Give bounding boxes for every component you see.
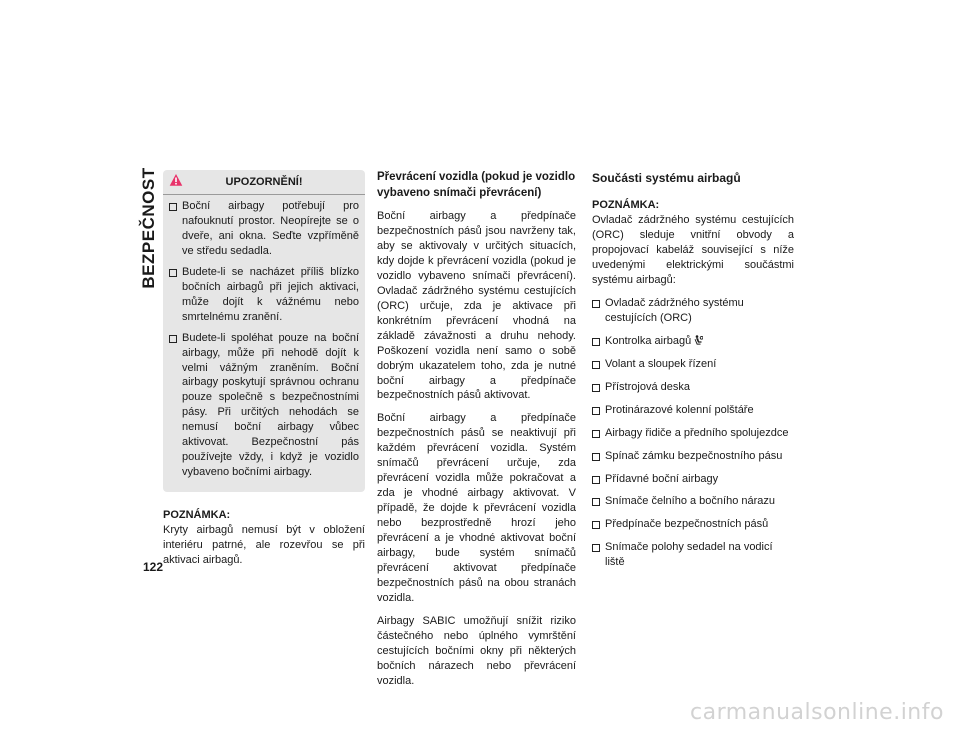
- component-item: [592, 296, 794, 326]
- checkbox-bullet-icon: [592, 453, 600, 461]
- warning-item-text: Boční airbagy potřebují pro nafouknutí prostor. Neopírejte se o dveře, ani okna. Seďte vzpříměně ve středu sedadla.: [182, 200, 359, 257]
- checkbox-bullet-icon: [169, 269, 177, 277]
- warning-item-text: Budete-li spoléhat pouze na boční airbagy, může při nehodě dojít k velmi vážným zraněním. Boční airbagy poskytují správnou ochranu pouze společně s bezpečnostními pásy. Při určitých nehodách se nemusí boční airbagy vůbec aktivovat. Bezpečnostní pás používejte vždy, i když je vozidlo vybaveno bočními airbagy.: [182, 331, 359, 479]
- component-item: [592, 334, 794, 349]
- note-heading: POZNÁMKA:: [163, 509, 231, 522]
- component-item-text: Ovladač zádržného systému cestujících (ORC): [605, 296, 744, 324]
- column-left: [163, 170, 365, 568]
- section-tab-label: BEZPEČNOST: [139, 167, 158, 289]
- component-item-text: Kontrolka airbagů: [605, 334, 692, 347]
- warning-item: [169, 199, 359, 259]
- checkbox-bullet-icon: [592, 544, 600, 552]
- warning-triangle-icon: [169, 173, 183, 187]
- component-item-text: Spínač zámku bezpečnostního pásu: [605, 449, 783, 462]
- component-item-text: Volant a sloupek řízení: [605, 357, 717, 370]
- component-item: [592, 517, 794, 532]
- components-note-text: Ovladač zádržného systému cestujících (ORC) sleduje vnitřní obvody a propojovací kabeláž související s níže uvedenými elektrickými součástmi systému airbagů:: [592, 214, 794, 286]
- component-item-text: Přídavné boční airbagy: [605, 472, 719, 485]
- rollover-paragraph: Boční airbagy a předpínače bezpečnostních pásů se neaktivují při každém převrácení vozidla. Systém snímačů převrácení určuje, zda převrácení vozidla může pokračovat a zda je vhodné airbagy aktivovat. V případě, že dojde k převrácení vozidla nebo bezprostředně hrozí jeho převrácení a je vhodné aktivovat boční airbagy, bude systém snímačů převrácení aktivovat předpínače bezpečnostních pásů na obou stranách vozidla.: [377, 412, 576, 604]
- component-item-text: Snímače polohy sedadel na vodicí liště: [605, 541, 773, 569]
- component-item: [592, 540, 794, 570]
- component-item: [592, 357, 794, 372]
- checkbox-bullet-icon: [592, 407, 600, 415]
- warning-header: [163, 170, 365, 195]
- component-item: [592, 403, 794, 418]
- component-item: [592, 426, 794, 441]
- note-block: [163, 508, 365, 568]
- checkbox-bullet-icon: [592, 521, 600, 529]
- checkbox-bullet-icon: [592, 338, 600, 346]
- components-note-heading: POZNÁMKA:: [592, 199, 660, 212]
- warning-item: [169, 265, 359, 325]
- column-right: [592, 170, 794, 578]
- component-item-text: Protinárazové kolenní polštáře: [605, 403, 754, 416]
- watermark: carmanualsonline.info: [690, 700, 944, 725]
- warning-items: [163, 195, 365, 480]
- warning-title: UPOZORNĚNÍ!: [225, 176, 303, 188]
- checkbox-bullet-icon: [592, 476, 600, 484]
- components-section-title: Součásti systému airbagů: [592, 171, 741, 185]
- rollover-paragraph: Boční airbagy a předpínače bezpečnostních pásů jsou navrženy tak, aby se aktivovaly v určitých situacích, kdy dojde k převrácení vozidla (pokud je vozidlo vybaveno snímači převrácení). Ovladač zádržného systému cestujících (ORC) určuje, zda je aktivace při konkrétním převrácení vhodná na základě závažnosti a druhu nehody. Poškození vozidla není samo o sobě dobrým ukazatelem toho, zda je nutné boční airbagy a předpínače bezpečnostních pásů aktivovat.: [377, 210, 576, 402]
- component-item: [592, 449, 794, 464]
- component-item-text: Snímače čelního a bočního nárazu: [605, 495, 776, 508]
- component-item-text: Předpínače bezpečnostních pásů: [605, 518, 769, 531]
- airbag-warning-light-icon: [694, 335, 703, 345]
- warning-item-text: Budete-li se nacházet příliš blízko bočních airbagů při jejich aktivaci, může dojít k vážnému nebo smrtelnému zranění.: [182, 265, 359, 323]
- checkbox-bullet-icon: [592, 384, 600, 392]
- warning-box: [163, 170, 365, 492]
- section-tab: [138, 168, 160, 288]
- column-middle: [377, 170, 576, 697]
- rollover-paragraph: Airbagy SABIC umožňují snížit riziko částečného nebo úplného vymrštění cestujících bočními okny při některých bočních nárazech nebo převrácení vozidla.: [377, 614, 576, 687]
- component-item-text: Přístrojová deska: [605, 380, 690, 393]
- note-text: Kryty airbagů nemusí být v obložení interiéru patrné, ale rozevřou se při aktivaci airbagů.: [163, 524, 365, 567]
- rollover-section-title: Převrácení vozidla (pokud je vozidlo vybaveno snímači převrácení): [377, 171, 576, 199]
- component-item: [592, 472, 794, 487]
- page-number: 122: [143, 560, 164, 574]
- checkbox-bullet-icon: [169, 203, 177, 211]
- checkbox-bullet-icon: [592, 361, 600, 369]
- checkbox-bullet-icon: [169, 335, 177, 343]
- checkbox-bullet-icon: [592, 498, 600, 506]
- component-item: [592, 380, 794, 395]
- checkbox-bullet-icon: [592, 430, 600, 438]
- component-item: [592, 494, 794, 509]
- warning-item: [169, 331, 359, 481]
- checkbox-bullet-icon: [592, 300, 600, 308]
- component-item-text: Airbagy řidiče a předního spolujezdce: [605, 426, 789, 439]
